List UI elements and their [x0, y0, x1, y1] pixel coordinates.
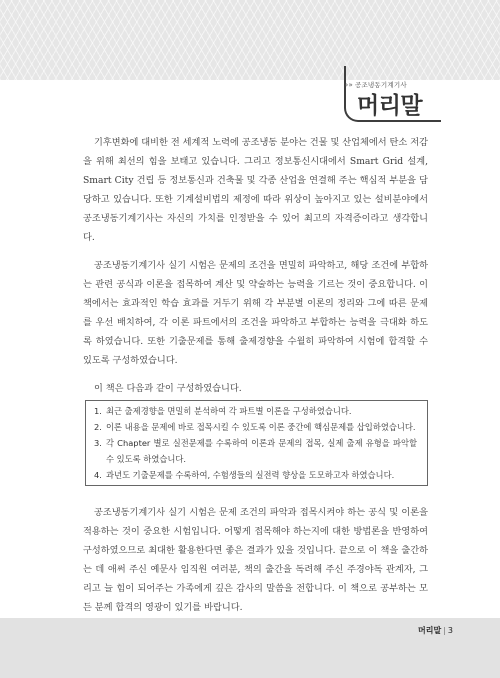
- list-intro: 이 책은 다음과 같이 구성하였습니다.: [94, 383, 242, 394]
- page-folio: [418, 625, 453, 636]
- list-item: 3. 각 Chapter 별로 실전문제를 수록하여 이론과 문제의 접목, 실제 출제 유형을 파악할 수 있도록 하였습니다.: [94, 438, 417, 464]
- list-item: 4. 과년도 기출문제를 수록하여, 수험생들의 실전력 향상을 도모하고자 하였습니다.: [94, 470, 395, 480]
- paragraph-1: 기후변화에 대비한 전 세계적 노력에 공조냉동 분야는 건물 및 산업체에서 탄소 저감을 위해 최선의 힘을 보태고 있습니다. 그리고 정보통신시대에서 Smart Grid 설계, Smart City 건립 등 정보통신과 건축물 및 각종 산업을 연결해 주는 핵심적 부분을 담당하고 있습니다. 또한 기계설비법의 제정에 따라 위상이 높아지고 있는 설비분야에서 공조냉동기계기사는 자신의 가치를 인정받을 수 있어 최고의 자격증이라고 생각합니다.: [83, 137, 428, 243]
- paragraph-closing: 공조냉동기계기사 실기 시험은 문제 조건의 파악과 접목시켜야 하는 공식 및 이론을 적용하는 것이 중요한 시험입니다. 어떻게 접목해야 하는지에 대한 방법론을 반영하여 구성하였으므로 최대한 활용한다면 좋은 결과가 있을 것입니다. 끝으로 이 책을 출간하는 데 애써 주신 예문사 임직원 여러분, 책의 출간을 독려해 주신 주경야독 관계자, 그리고 늘 힘이 되어주는 가족에게 깊은 감사의 말씀을 전합니다. 이 책으로 공부하는 모든 분께 합격의 영광이 있기를 바랍니다.: [83, 507, 428, 613]
- page-number: 3: [447, 626, 453, 635]
- section-tag-label: 공조냉동기계기사: [354, 81, 407, 89]
- folio-label: 머리말: [418, 626, 442, 635]
- list-item: 2. 이론 내용을 문제에 바로 접목시킬 수 있도록 이론 중간에 핵심문제를 삽입하였습니다.: [94, 422, 416, 432]
- composition-list: [85, 400, 428, 486]
- paragraph-2: 공조냉동기계기사 실기 시험은 문제의 조건을 면밀히 파악하고, 해당 조건에 부합하는 관련 공식과 이론을 접목하여 계산 및 약술하는 능력을 기르는 것이 중요합니다. 이 책에서는 효과적인 학습 효과를 거두기 위해 각 부분별 이론의 정리와 그에 따른 문제를 우선 배치하여, 각 이론 파트에서의 조건을 파악하고 부합하는 능력을 극대화 하도록 하였습니다. 또한 기출문제를 통해 출제경향을 수월히 파악하여 시험에 합격할 수 있도록 구성하였습니다.: [83, 260, 428, 366]
- list-item: 1. 최근 출제경향을 면밀히 분석하여 각 파트별 이론을 구성하였습니다.: [94, 406, 352, 416]
- folio-separator: |: [443, 626, 446, 635]
- double-chevron-icon: »»: [344, 81, 353, 89]
- page-title: 머리말: [357, 93, 423, 119]
- preface-body: [83, 133, 428, 669]
